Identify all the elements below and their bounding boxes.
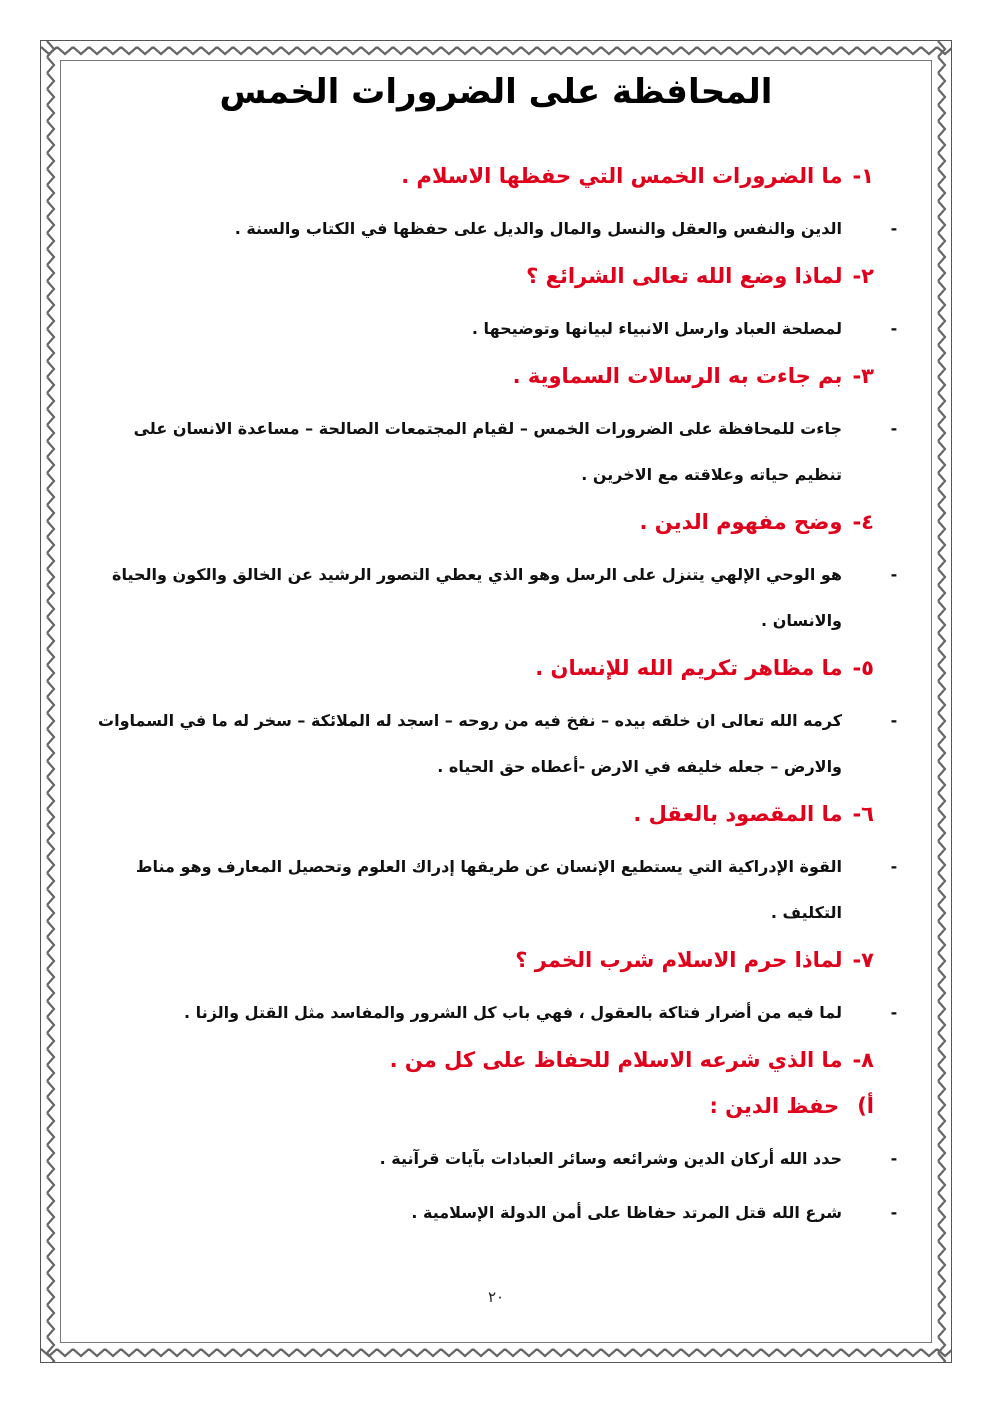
- answer-item: [94, 306, 898, 352]
- answer-text: حدد الله أركان الدين وشرائعه وسائر العبادات بآيات قرآنية .: [379, 1149, 842, 1168]
- bullet-dash: -: [890, 319, 898, 338]
- question-text: ما مظاهر تكريم الله للإنسان .: [535, 656, 843, 680]
- question: [94, 160, 874, 192]
- answer-item: [94, 990, 898, 1036]
- question: [94, 798, 874, 830]
- question: [94, 652, 874, 684]
- question-number: ٨-: [852, 1048, 874, 1072]
- answer-item: [94, 406, 898, 498]
- border-chevron: [47, 41, 54, 1362]
- bullet-dash: -: [890, 219, 898, 238]
- answer-item: [94, 552, 898, 644]
- question-number: ٢-: [852, 264, 874, 288]
- bullet-dash: -: [890, 419, 898, 438]
- sub-section-title: حفظ الدين :: [709, 1094, 840, 1118]
- question: [94, 506, 874, 538]
- border-chevron: [41, 1349, 951, 1356]
- question-number: ١-: [852, 164, 874, 188]
- question-number: ٥-: [852, 656, 874, 680]
- bullet-dash: -: [890, 711, 898, 730]
- question-text: لماذا وضع الله تعالى الشرائع ؟: [526, 264, 843, 288]
- bullet-dash: -: [890, 1149, 898, 1168]
- bullet-dash: -: [890, 857, 898, 876]
- answer-text: جاءت للمحافظة على الضرورات الخمس – لقيام المجتمعات الصالحة – مساعدة الانسان على تنظيم حياته وعلاقته مع الاخرين .: [133, 419, 842, 484]
- question: [94, 944, 874, 976]
- border-chevron: [41, 47, 951, 54]
- border-chevron: [938, 41, 945, 1362]
- question: [94, 360, 874, 392]
- answer-item: [94, 1136, 898, 1182]
- answer-text: لما فيه من أضرار فتاكة بالعقول ، فهي باب كل الشرور والمفاسد مثل القتل والزنا .: [184, 1003, 842, 1022]
- answer-text: هو الوحي الإلهي يتنزل على الرسل وهو الذي يعطي التصور الرشيد عن الخالق والكون والحياة والانسان .: [112, 565, 842, 630]
- border-pattern-right: [932, 41, 951, 1362]
- page-number: ٢٠: [487, 1288, 505, 1306]
- question-text: لماذا حرم الاسلام شرب الخمر ؟: [515, 948, 843, 972]
- answer-text: لمصلحة العباد وارسل الانبياء لبيانها وتوضيحها .: [471, 319, 842, 338]
- question-text: ما الذي شرعه الاسلام للحفاظ على كل من .: [389, 1048, 843, 1072]
- answer-text: الدين والنفس والعقل والنسل والمال والديل على حفظها في الكتاب والسنة .: [234, 219, 842, 238]
- content: [94, 160, 898, 1244]
- question: [94, 260, 874, 292]
- answer-text: شرع الله قتل المرتد حفاظا على أمن الدولة الإسلامية .: [411, 1203, 842, 1222]
- question-number: ٤-: [852, 510, 874, 534]
- page-title: المحافظة على الضرورات الخمس: [219, 72, 773, 112]
- answer-text: كرمه الله تعالى ان خلقه بيده – نفخ فيه من روحه – اسجد له الملائكة – سخر له ما في السماوات والارض – جعله خليفه في الارض -أعطاه حق الحياه .: [98, 711, 842, 776]
- question-text: ما المقصود بالعقل .: [633, 802, 843, 826]
- question-text: بم جاءت به الرسالات السماوية .: [512, 364, 843, 388]
- sub-section-heading: [94, 1090, 874, 1122]
- answer-item: [94, 206, 898, 252]
- answer-item: [94, 844, 898, 936]
- bullet-dash: -: [890, 1203, 898, 1222]
- question-text: ما الضرورات الخمس التي حفظها الاسلام .: [401, 164, 843, 188]
- border-pattern-bottom: [41, 1343, 951, 1362]
- question-number: ٣-: [852, 364, 874, 388]
- question-number: ٧-: [852, 948, 874, 972]
- answer-text: القوة الإدراكية التي يستطيع الإنسان عن طريقها إدراك العلوم وتحصيل المعارف وهو مناط التكليف .: [135, 857, 842, 922]
- answer-item: [94, 1190, 898, 1236]
- answer-item: [94, 698, 898, 790]
- border-pattern-left: [41, 41, 60, 1362]
- sub-section-letter: أ): [857, 1094, 874, 1118]
- question-number: ٦-: [852, 802, 874, 826]
- question-text: وضح مفهوم الدين .: [639, 510, 843, 534]
- bullet-dash: -: [890, 1003, 898, 1022]
- bullet-dash: -: [890, 565, 898, 584]
- question: [94, 1044, 874, 1076]
- border-pattern-top: [41, 41, 951, 60]
